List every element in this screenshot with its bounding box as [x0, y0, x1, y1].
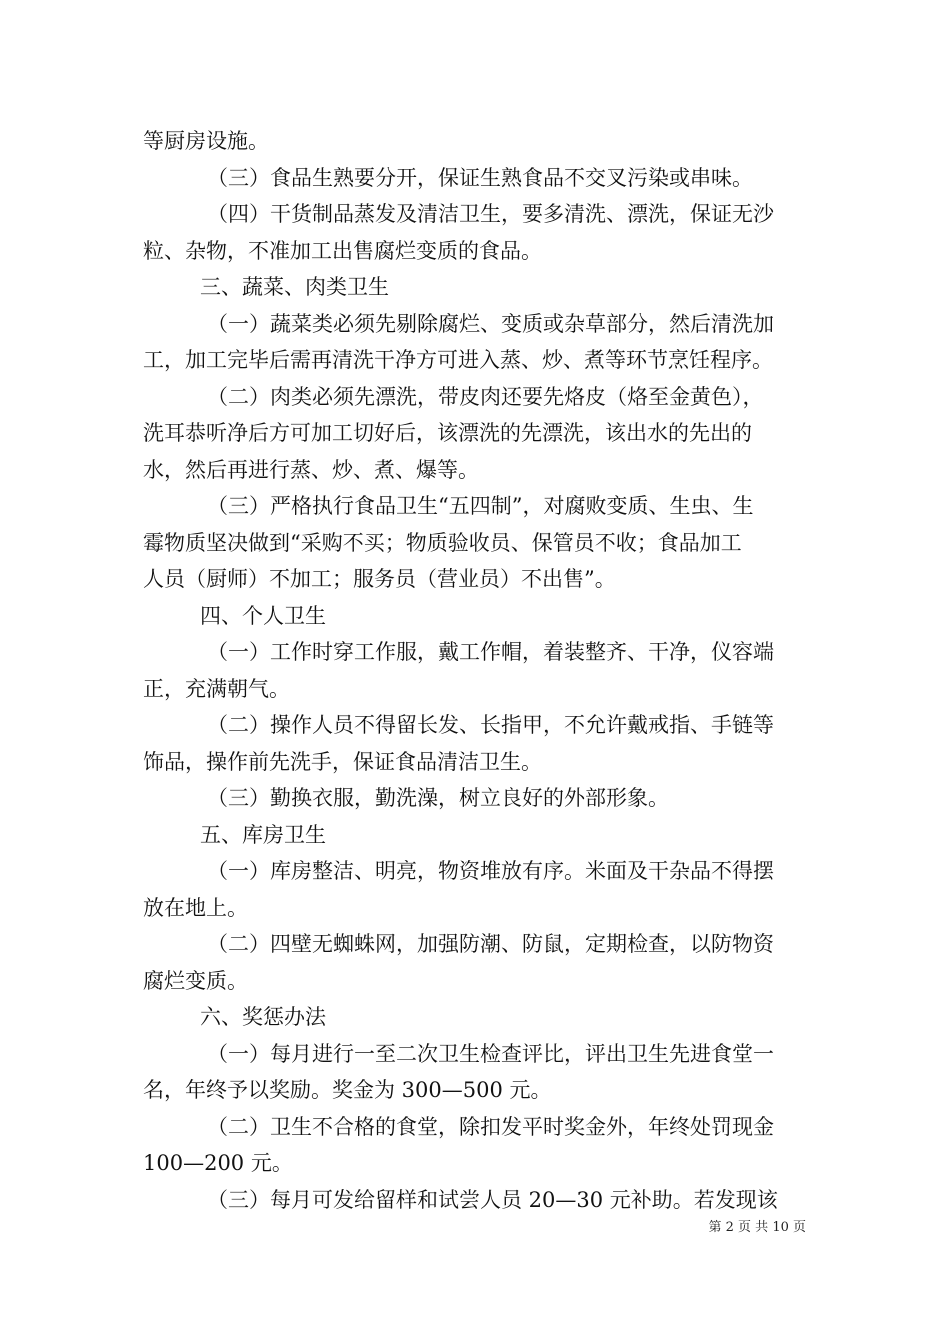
- text-line: （一）库房整洁、明亮，物资堆放有序。米面及干杂品不得摆: [207, 859, 774, 883]
- text-line: （一）每月进行一至二次卫生检查评比，评出卫生先进食堂一: [207, 1041, 774, 1066]
- text-line: 洗耳恭听净后方可加工切好后，该漂洗的先漂洗，该出水的先出的: [143, 421, 752, 445]
- text-line: （一）工作时穿工作服，戴工作帽，着装整齐、干净，仪容端: [207, 640, 774, 664]
- text-line: 工，加工完毕后需再清洗干净方可进入蒸、炒、煮等环节烹饪程序。: [143, 348, 773, 372]
- text-line: （三）勤换衣服，勤洗澡，树立良好的外部形象。: [207, 786, 669, 810]
- text-line: （一）蔬菜类必须先剔除腐烂、变质或杂草部分，然后清洗加: [207, 311, 774, 336]
- text-line: 人员（厨师）不加工；服务员（营业员）不出售”。: [143, 567, 616, 591]
- text-line: （二）卫生不合格的食堂，除扣发平时奖金外，年终处罚现金: [207, 1114, 774, 1139]
- text-line: 腐烂变质。: [143, 968, 248, 993]
- page-number: 第 2 页 共 10 页: [708, 1220, 806, 1235]
- section-heading: 六、奖惩办法: [200, 1005, 326, 1029]
- text-line: （二）肉类必须先漂洗，带皮肉还要先烙皮（烙至金黄色），: [207, 384, 764, 409]
- text-line: 放在地上。: [143, 895, 248, 920]
- text-line: 正，充满朝气。: [143, 676, 290, 701]
- document-body: [143, 123, 807, 1218]
- text-line: 等厨房设施。: [143, 129, 269, 153]
- section-heading: 五、库房卫生: [200, 822, 326, 847]
- text-line: （三）严格执行食品卫生“五四制”，对腐败变质、生虫、生: [207, 494, 754, 518]
- text-line: 名，年终予以奖励。奖金为 300—500 元。: [143, 1078, 552, 1102]
- text-line: 粒、杂物，不准加工出售腐烂变质的食品。: [143, 238, 542, 263]
- text-line: 饰品，操作前先洗手，保证食品清洁卫生。: [143, 749, 542, 774]
- text-line: 霉物质坚决做到“采购不买；物质验收员、保管员不收；食品加工: [143, 530, 742, 555]
- text-line: （三）食品生熟要分开，保证生熟食品不交叉污染或串味。: [207, 165, 753, 190]
- text-line: （二）四壁无蜘蛛网，加强防潮、防鼠，定期检查，以防物资: [207, 932, 774, 956]
- section-heading: 四、个人卫生: [200, 603, 326, 628]
- text-line: 100—200 元。: [143, 1151, 293, 1175]
- section-heading: 三、蔬菜、肉类卫生: [200, 275, 389, 299]
- text-line: （二）操作人员不得留长发、长指甲，不允许戴戒指、手链等: [207, 713, 774, 737]
- text-line: （三）每月可发给留样和试尝人员 20—30 元补助。若发现该: [207, 1187, 778, 1212]
- text-line: 水，然后再进行蒸、炒、煮、爆等。: [143, 457, 479, 482]
- text-line: （四）干货制品蒸发及清洁卫生，要多清洗、漂洗，保证无沙: [207, 202, 774, 226]
